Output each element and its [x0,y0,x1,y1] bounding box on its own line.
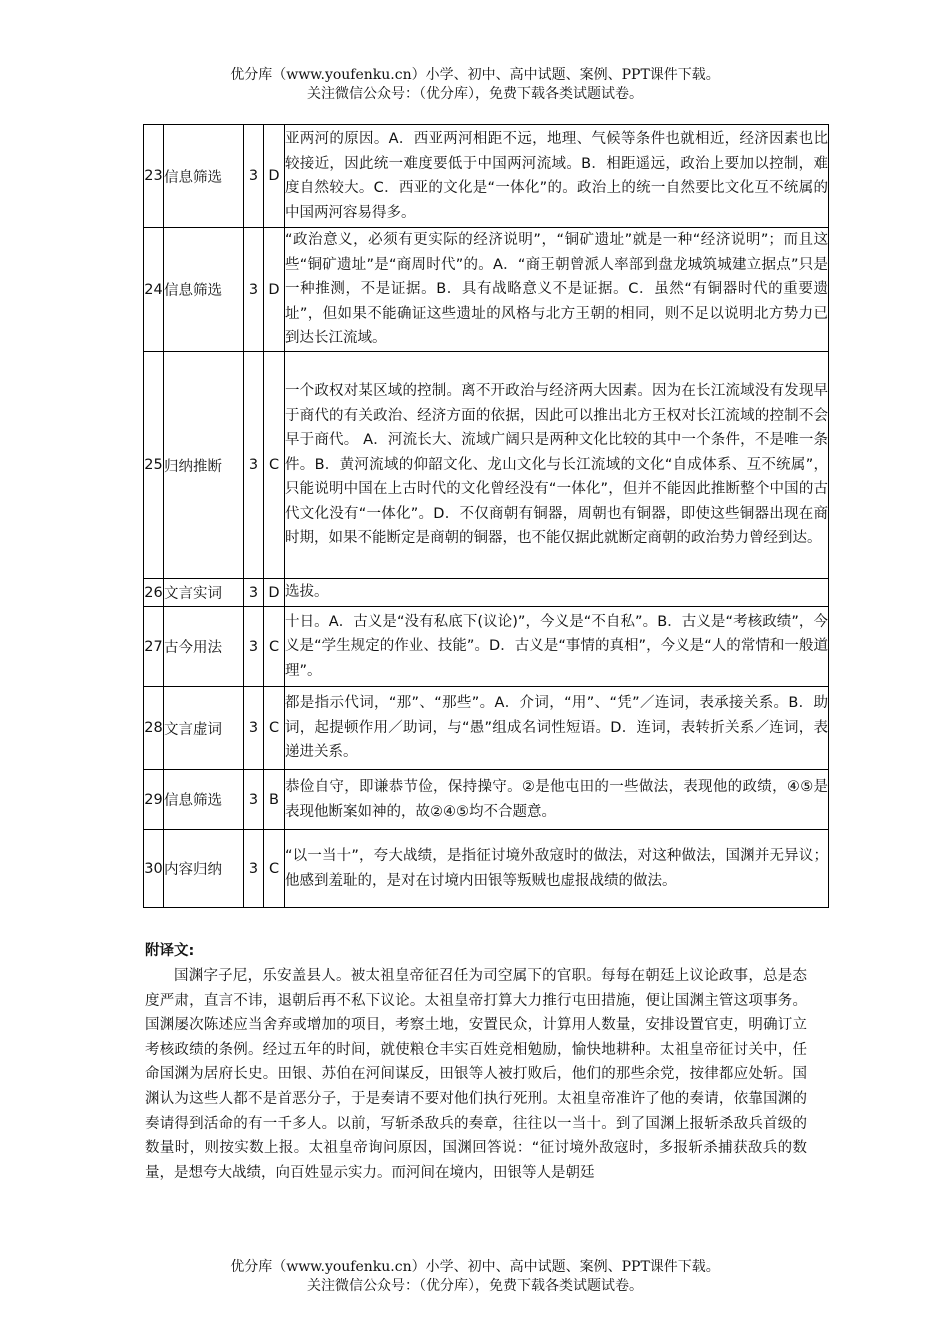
table-row [144,830,829,908]
question-type: 文言虚词 [164,687,244,770]
question-type: 信息筛选 [164,770,244,830]
answer-letter: C [264,607,285,687]
question-number: 26 [144,579,164,607]
answer-table [143,124,829,908]
question-type: 归纳推断 [164,352,244,579]
question-score: 3 [244,579,264,607]
question-number: 23 [144,125,164,228]
question-number: 24 [144,228,164,352]
question-type: 信息筛选 [164,125,244,228]
page-header [0,66,950,104]
translation-section [145,940,807,1185]
table-row [144,125,829,228]
footer-line-2: 关注微信公众号：（优分库），免费下载各类试题试卷。 [307,1278,643,1294]
answer-explanation: 一个政权对某区域的控制。离不开政治与经济两大因素。因为在长江流域没有发现早于商代的有关政治、经济方面的依据，因此可以推出北方王权对长江流域的控制不会早于商代。 A．河流长大、流域广阔只是两种文化比较的其中一个条件，不是唯一条件。B．黄河流域的仰韶文化、龙山文化与长江流域的文化“自成体系、互不统属”，只能说明中国在上古时代的文化曾经没有“一体化”，但并不能因此推断整个中国的古代文化没有“一体化”。D．不仅商朝有铜器，周朝也有铜器，即使这些铜器出现在商时期，如果不能断定是商朝的铜器，也不能仅据此就断定商朝的政治势力曾经到达。 [285,352,829,579]
header-line-2: 关注微信公众号：（优分库），免费下载各类试题试卷。 [307,86,643,102]
question-score: 3 [244,770,264,830]
answer-explanation: 恭俭自守，即谦恭节俭，保持操守。②是他屯田的一些做法，表现他的政绩，④⑤是表现他断案如神的，故②④⑤均不合题意。 [285,770,829,830]
question-type: 信息筛选 [164,228,244,352]
table-row [144,228,829,352]
answer-explanation: 亚两河的原因。A．西亚两河相距不远，地理、气候等条件也就相近，经济因素也比较接近，因此统一难度要低于中国两河流域。B．相距遥远，政治上要加以控制，难度自然较大。C．西亚的文化是“一体化”的。政治上的统一自然要比文化互不统属的中国两河容易得多。 [285,125,829,228]
question-number: 28 [144,687,164,770]
table-row [144,579,829,607]
table-row [144,607,829,687]
question-score: 3 [244,125,264,228]
answer-letter: C [264,830,285,908]
header-line-1: 优分库（www.youfenku.cn）小学、初中、高中试题、案例、PPT课件下载。 [230,67,720,83]
table-row [144,352,829,579]
table-row [144,687,829,770]
question-number: 29 [144,770,164,830]
question-score: 3 [244,228,264,352]
answer-explanation: 都是指示代词，“那”、“那些”。A．介词，“用”、“凭”／连词，表承接关系。B．助词，起提顿作用／助词，与“愚”组成名词性短语。D．连词，表转折关系／连词，表递进关系。 [285,687,829,770]
answer-letter: C [264,352,285,579]
question-score: 3 [244,607,264,687]
question-type: 内容归纳 [164,830,244,908]
question-number: 27 [144,607,164,687]
answer-letter: B [264,770,285,830]
answer-explanation: “政治意义，必须有更实际的经济说明”，“铜矿遗址”就是一种“经济说明”；而且这些“铜矿遗址”是“商周时代”的。A．“商王朝曾派人率部到盘龙城筑城建立据点”只是一种推测，不是证据。B．具有战略意义不是证据。C．虽然“有铜器时代的重要遗址”，但如果不能确证这些遗址的风格与北方王朝的相同，则不足以说明北方势力已到达长江流域。 [285,228,829,352]
answer-explanation: “以一当十”，夸大战绩，是指征讨境外敌寇时的做法，对这种做法，国渊并无异议；他感到羞耻的，是对在讨境内田银等叛贼也虚报战绩的做法。 [285,830,829,908]
translation-title: 附译文: [145,943,195,959]
question-type: 文言实词 [164,579,244,607]
page-footer [0,1258,950,1296]
answer-explanation: 十日。A．古义是“没有私底下(议论)”，今义是“不自私”。B．古义是“考核政绩”，今义是“学生规定的作业、技能”。D．古义是“事情的真相”，今义是“人的常情和一般道理”。 [285,607,829,687]
table-row [144,770,829,830]
footer-line-1: 优分库（www.youfenku.cn）小学、初中、高中试题、案例、PPT课件下载。 [230,1259,720,1275]
question-score: 3 [244,830,264,908]
answer-letter: D [264,228,285,352]
question-number: 25 [144,352,164,579]
question-score: 3 [244,687,264,770]
answer-letter: D [264,125,285,228]
question-number: 30 [144,830,164,908]
translation-body: 国渊字子尼，乐安盖县人。被太祖皇帝征召任为司空属下的官职。每每在朝廷上议论政事，总是态度严肃，直言不讳，退朝后再不私下议论。太祖皇帝打算大力推行屯田措施，便让国渊主管这项事务。国渊屡次陈述应当舍弃或增加的项目，考察土地，安置民众，计算用人数量，安排设置官吏，明确订立考核政绩的条例。经过五年的时间，就使粮仓丰实百姓竞相勉励，愉快地耕种。太祖皇帝征讨关中，任命国渊为居府长史。田银、苏伯在河间谋反，田银等人被打败后，他们的那些余党，按律都应处斩。国渊认为这些人都不是首恶分子，于是奏请不要对他们执行死刑。太祖皇帝准许了他的奏请，依靠国渊的奏请得到活命的有一千多人。以前，写斩杀敌兵的奏章，往往以一当十。到了国渊上报斩杀敌兵首级的数量时，则按实数上报。太祖皇帝询问原因，国渊回答说：“征讨境外敌寇时，多报斩杀捕获敌兵的数量，是想夸大战绩，向百姓显示实力。而河间在境内，田银等人是朝廷 [145,968,807,1181]
question-score: 3 [244,352,264,579]
answer-explanation: 选拔。 [285,579,829,607]
answer-letter: C [264,687,285,770]
answer-letter: D [264,579,285,607]
question-type: 古今用法 [164,607,244,687]
